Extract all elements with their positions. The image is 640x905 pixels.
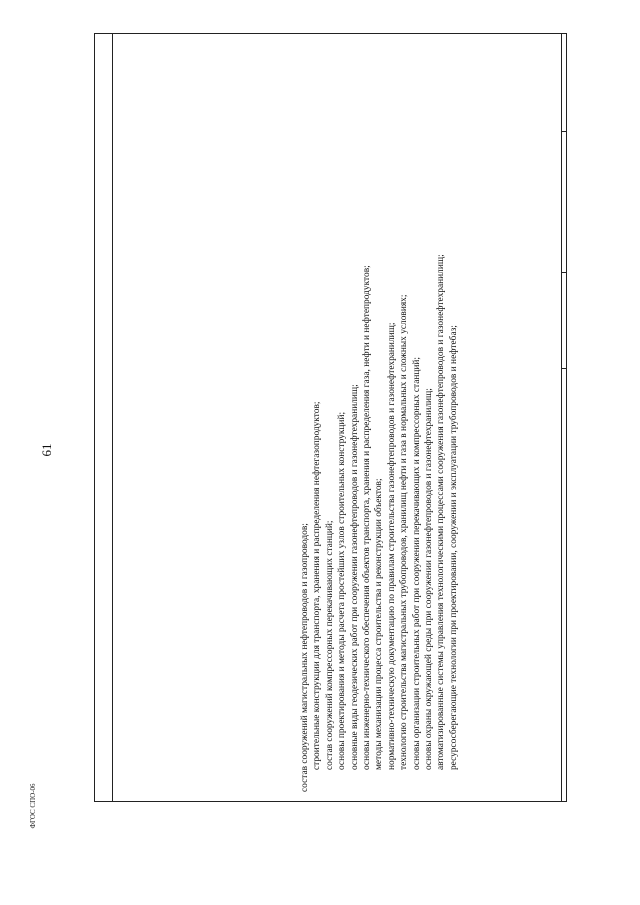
competency-table <box>94 33 567 802</box>
knowledge-list-item: основы охраны окружающей среды при сооружении газонефтепроводов и газонефтехранилищ; <box>424 388 435 770</box>
knowledge-list-item: технологию строительства магистральных трубопроводов, хранилищ нефти и газа в нормальных и сложных условиях; <box>399 294 410 770</box>
page-number: 61 <box>39 443 54 457</box>
knowledge-list-item: основы проектирования и методы расчета простейших узлов строительных конструкций; <box>337 411 348 770</box>
knowledge-list-item: основы инженерно-технического обеспечения объектов транспорта, хранения и распределения газа, нефти и нефтепродуктов; <box>362 265 373 770</box>
knowledge-list-item: методы механизации процесса строительства и реконструкции объектов; <box>374 478 385 770</box>
knowledge-list-item: строительные конструкции для транспорта, хранения и распределения нефтегазопродуктов; <box>312 401 323 770</box>
knowledge-list-item: основные виды геодезических работ при сооружении газонефтепроводов и газонефтехранилищ; <box>349 384 360 770</box>
table-column-divider <box>112 34 113 801</box>
knowledge-list-item: автоматизированные системы управления технологическими процессами сооружения газонефтепроводов и газонефтехранилищ; <box>436 254 447 770</box>
knowledge-list-item: состав сооружений компрессорных перекачивающих станций; <box>324 520 335 770</box>
knowledge-list-item: нормативно-техническую документацию по правилам строительства газонефтепроводов и газонефтехранилищ; <box>386 322 397 770</box>
knowledge-list-item: состав сооружений магистральных нефтепроводов и газопроводов; <box>300 523 310 792</box>
knowledge-list-item: ресурсосберегающие технологии при проектировании, сооружении и эксплуатации трубопроводов и нефтебаз; <box>448 325 459 770</box>
footer-document-code: ФГОС СПО-06 <box>29 783 37 829</box>
knowledge-list-item: основы организации строительных работ при сооружении перекачивающих и компрессорных станций; <box>411 356 422 770</box>
knowledge-list-cell <box>295 45 640 800</box>
knowledge-list <box>299 51 460 792</box>
